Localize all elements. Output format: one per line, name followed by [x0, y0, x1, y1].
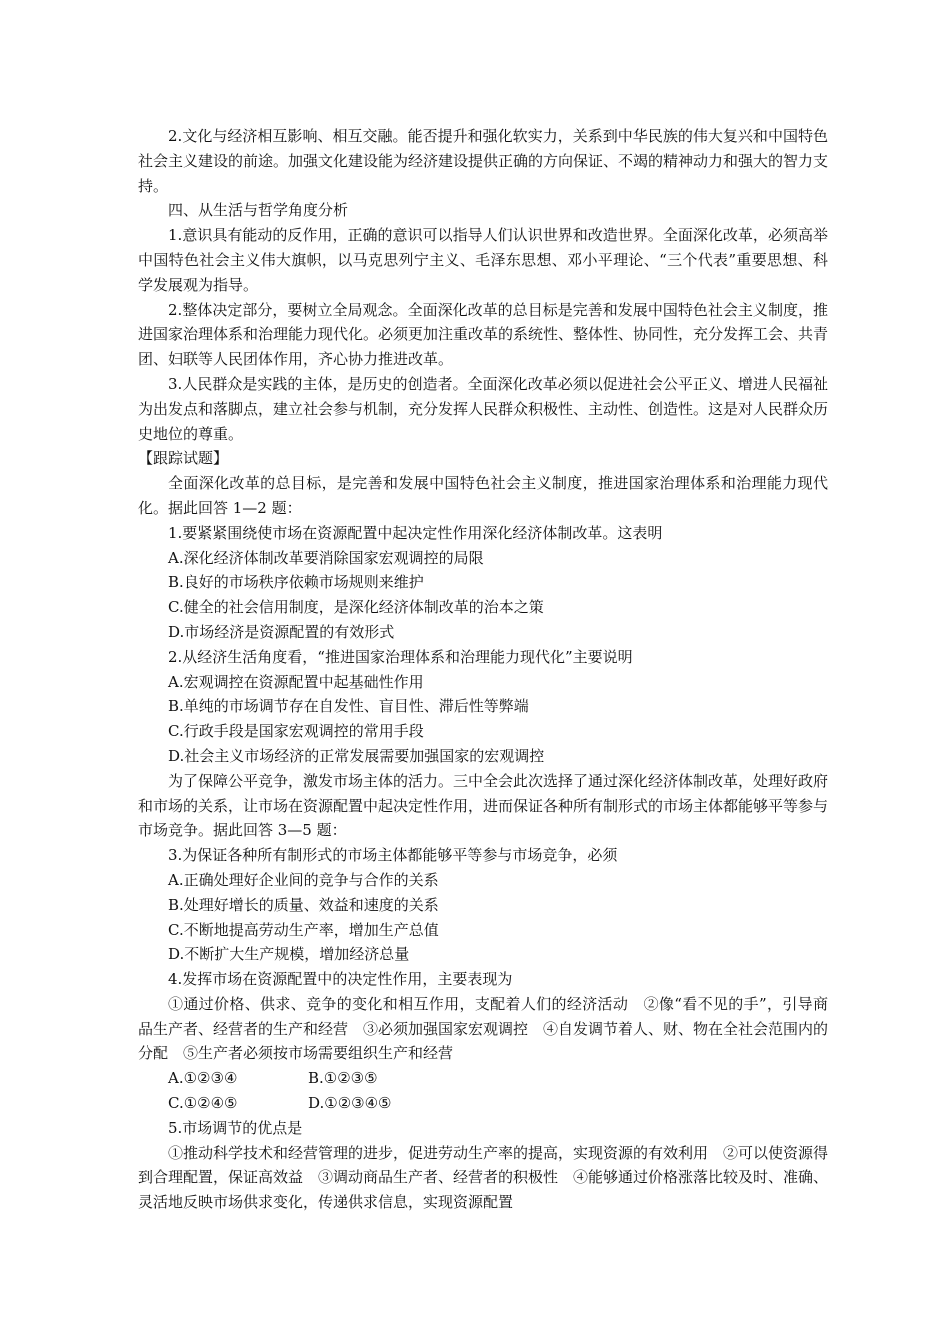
question-1-option-d: D.市场经济是资源配置的有效形式	[168, 622, 395, 641]
question-2-option-a: A.宏观调控在资源配置中起基础性作用	[168, 672, 424, 691]
question-4-stem: 4.发挥市场在资源配置中的决定性作用，主要表现为	[168, 970, 513, 989]
question-4-option-b: B.①②③⑤	[308, 1069, 378, 1088]
question-5-stem: 5.市场调节的优点是	[168, 1118, 303, 1137]
question-4-options-row-1	[138, 1066, 828, 1091]
question-3-option-c: C.不断地提高劳动生产率，增加生产总值	[168, 920, 439, 939]
question-1-option-b: B.良好的市场秩序依赖市场规则来维护	[168, 573, 424, 592]
paragraph-culture-economy: 2.文化与经济相互影响、相互交融。能否提升和强化软实力，关系到中华民族的伟大复兴和中国特色社会主义建设的前途。加强文化建设能为经济建设提供正确的方向保证、不竭的精神动力和强大的智力支持。	[138, 127, 829, 195]
question-2-option-b: B.单纯的市场调节存在自发性、盲目性、滞后性等弊端	[168, 697, 529, 716]
section-title-tracking-questions: 【跟踪试题】	[138, 449, 229, 468]
question-4-option-d: D.①②③④⑤	[308, 1094, 392, 1113]
question-4-options-row-2	[138, 1091, 828, 1116]
question-4-option-a: A.①②③④	[168, 1069, 238, 1088]
paragraph-whole-part: 2.整体决定部分，要树立全局观念。全面深化改革的总目标是完善和发展中国特色社会主义制度，推进国家治理体系和治理能力现代化。必须更加注重改革的系统性、整体性、协同性，充分发挥工会、共青团、妇联等人民团体作用，齐心协力推进改革。	[138, 300, 829, 369]
section-heading-philosophy: 四、从生活与哲学角度分析	[168, 201, 349, 220]
paragraph-consciousness: 1.意识具有能动的反作用，正确的意识可以指导人们认识世界和改造世界。全面深化改革，必须高举中国特色社会主义伟大旗帜，以马克思列宁主义、毛泽东思想、邓小平理论、“三个代表”重要思想、科学发展观为指导。	[138, 226, 828, 294]
question-2-option-d: D.社会主义市场经济的正常发展需要加强国家的宏观调控	[168, 746, 545, 765]
document-page	[138, 124, 828, 1215]
paragraph-people-masses: 3.人民群众是实践的主体，是历史的创造者。全面深化改革必须以促进社会公平正义、增进人民福祉为出发点和落脚点，建立社会参与机制，充分发挥人民群众积极性、主动性、创造性。这是对人民群众历史地位的尊重。	[138, 374, 829, 443]
question-intro-1-2: 全面深化改革的总目标，是完善和发展中国特色社会主义制度，推进国家治理体系和治理能力现代化。据此回答 1—2 题：	[138, 474, 828, 517]
question-3-option-b: B.处理好增长的质量、效益和速度的关系	[168, 895, 439, 914]
question-1-option-a: A.深化经济体制改革要消除国家宏观调控的局限	[168, 548, 484, 567]
question-3-option-a: A.正确处理好企业间的竞争与合作的关系	[168, 870, 439, 889]
question-4-option-c: C.①②④⑤	[168, 1094, 238, 1113]
question-2-stem: 2.从经济生活角度看，“推进国家治理体系和治理能力现代化”主要说明	[168, 647, 633, 666]
question-intro-3-5: 为了保障公平竞争，激发市场主体的活力。三中全会此次选择了通过深化经济体制改革，处理好政府和市场的关系，让市场在资源配置中起决定性作用，进而保证各种所有制形式的市场主体都能够平等参与市场竞争。据此回答 3—5 题：	[138, 771, 829, 840]
question-2-option-c: C.行政手段是国家宏观调控的常用手段	[168, 722, 424, 741]
question-3-option-d: D.不断扩大生产规模，增加经济总量	[168, 945, 410, 964]
question-1-stem: 1.要紧紧围绕使市场在资源配置中起决定性作用深化经济体制改革。这表明	[168, 523, 663, 542]
question-4-items: ①通过价格、供求、竞争的变化和相互作用，支配着人们的经济活动 ②像“看不见的手”，引导商品生产者、经营者的生产和经营 ③必须加强国家宏观调控 ④自发调节着人、财、物在全社会范围内的分配 ⑤生产者必须按市场需要组织生产和经营	[138, 994, 829, 1063]
question-5-items: ①推动科学技术和经营管理的进步，促进劳动生产率的提高，实现资源的有效利用 ②可以使资源得到合理配置，保证高效益 ③调动商品生产者、经营者的积极性 ④能够通过价格涨落比较及时、准确、灵活地反映市场供求变化，传递供求信息，实现资源配置	[138, 1143, 829, 1212]
question-1-option-c: C.健全的社会信用制度，是深化经济体制改革的治本之策	[168, 598, 544, 617]
question-3-stem: 3.为保证各种所有制形式的市场主体都能够平等参与市场竞争，必须	[168, 846, 618, 865]
